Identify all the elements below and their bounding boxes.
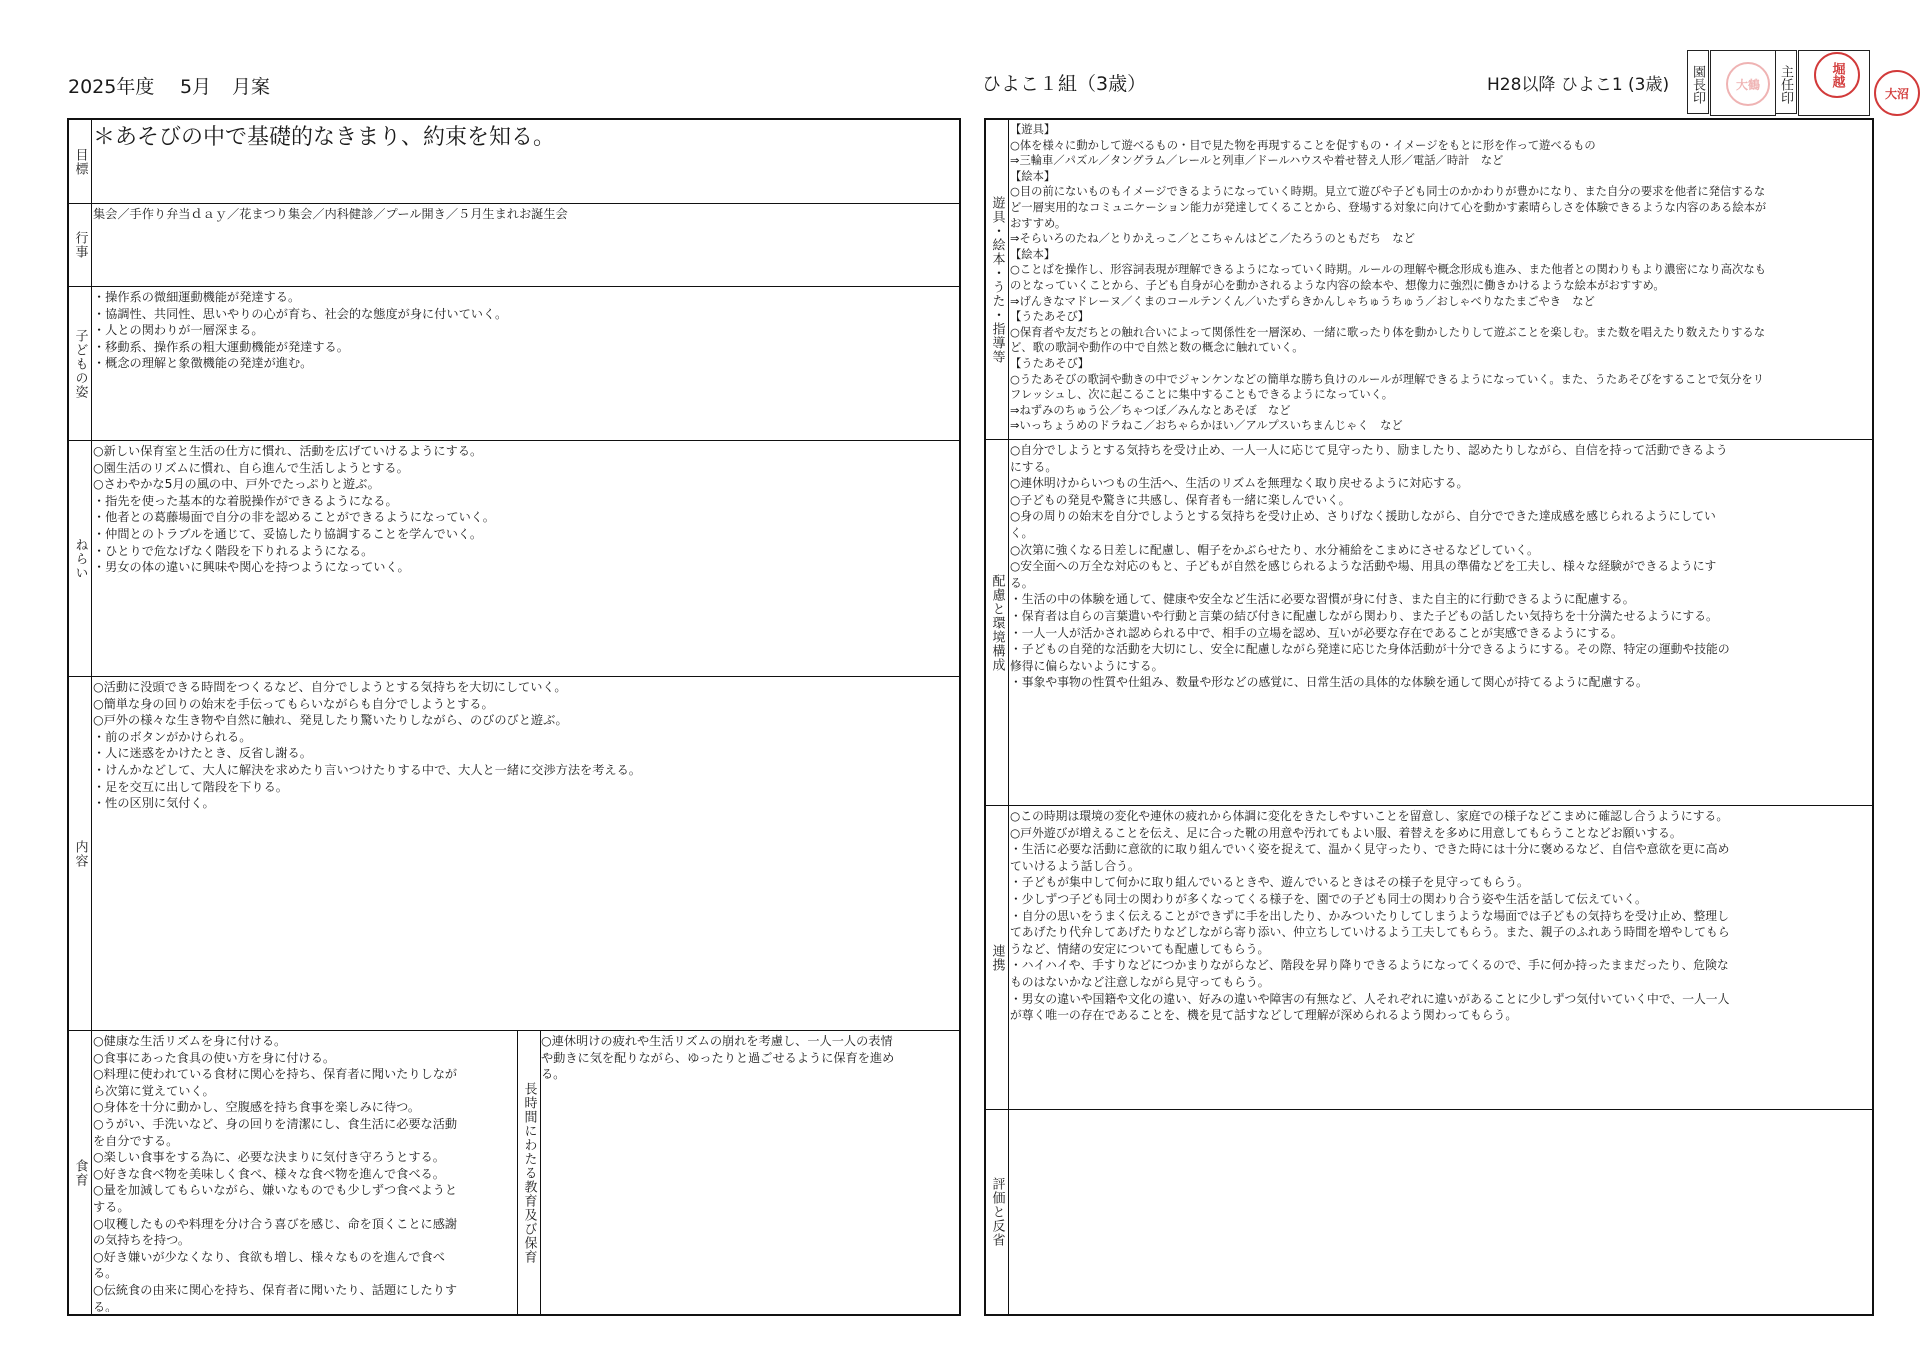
director-seal: 大鶴: [1726, 62, 1770, 106]
list-item: うなど、情緒の安定についても配慮してもらう。: [1010, 941, 1270, 956]
long-care-label: 長時間にわたる教育及び保育: [517, 1031, 541, 1314]
list-item: ○自分でしようとする気持ちを受け止め、一人一人に応じて見守ったり、励ましたり、認めたりしながら、自信を持って活動できるよう: [1010, 443, 1728, 457]
list-item: ○身の周りの始末を自分でしようとする気持ちを受け止め、さりげなく援助しながら、自分でできた達成感を感じられるようにしてい: [1010, 509, 1716, 524]
environment-list: [1010, 442, 1868, 803]
list-item: ・操作系の微細運動機能が発達する。: [93, 290, 301, 304]
play-list: [1010, 122, 1868, 437]
goal-label: 目標: [69, 120, 92, 203]
food-label: 食育: [69, 1031, 92, 1314]
list-item: る。: [93, 1266, 118, 1281]
list-item: ○戸外の様々な生き物や自然に触れ、発見したり驚いたりしながら、のびのびと遊ぶ。: [93, 713, 568, 728]
list-item: ・指先を使った基本的な着脱操作ができるようになる。: [93, 493, 398, 508]
chief-stamp-label: 主任印: [1775, 50, 1797, 114]
list-item: ・一人一人が活かされ認められる中で、相手の立場を認め、互いが必要な存在であることが実感できるようにする。: [1010, 625, 1623, 640]
list-item: ○新しい保育室と生活の仕方に慣れ、活動を広げていけるようにする。: [93, 444, 483, 458]
list-item: 【うたあそび】: [1010, 356, 1090, 370]
extra-seal: 大沼: [1874, 70, 1920, 116]
list-item: ○楽しい食事をする為に、必要な決まりに気付き守ろうとする。: [93, 1150, 445, 1165]
evaluation-text: [1010, 1112, 1868, 1312]
list-item: ・概念の理解と象徴機能の発達が進む。: [93, 356, 313, 371]
cooperation-label: 連携: [986, 806, 1009, 1109]
list-item: おすすめ。: [1010, 216, 1067, 230]
list-item: ○うがい、手洗いなど、身の回りを清潔にし、食生活に必要な活動: [93, 1116, 458, 1131]
list-item: ○連休明けからいつもの生活へ、生活のリズムを無理なく取り戻せるように対応する。: [1010, 476, 1469, 491]
food-row: [69, 1030, 959, 1314]
environment-row: [986, 439, 1872, 805]
list-item: ・事象や事物の性質や仕組み、数量や形などの感覚に、日常生活の具体的な体験を通して関心が持てるように配慮する。: [1010, 675, 1648, 690]
list-item: ○うたあそびの歌詞や動きの中でジャンケンなどの簡単な勝ち負けのルールが理解できるようになっていく。また、うたあそびをすることで気分をリ: [1010, 372, 1764, 386]
list-item: ・保育者は自らの言葉遣いや行動と言葉の結び付きに配慮しながら関わり、また子どもの話したい気持ちを十分満たせるようにする。: [1010, 608, 1718, 623]
list-item: ・ハイハイや、手すりなどにつかまりながらなど、階段を昇り降りできるようになってくるので、手に何か持ったままだったり、危険な: [1010, 958, 1729, 973]
list-item: ものはないかなど注意しながら見守ってもらう。: [1010, 974, 1270, 989]
list-item: ○収穫したものや料理を分け合う喜びを感じ、命を頂くことに感謝: [93, 1216, 458, 1231]
list-item: ど、歌の歌詞や動作の中で自然と数の概念に触れていく。: [1010, 341, 1304, 355]
list-item: る。: [541, 1067, 566, 1082]
list-item: ・足を交互に出して階段を下りる。: [93, 779, 288, 794]
play-label: 遊具・絵本・うた・指導等: [986, 120, 1009, 439]
list-item: ○活動に没頭できる時間をつくるなど、自分でしようとする気持ちを大切にしていく。: [93, 680, 567, 694]
list-item: ・前のボタンがかけられる。: [93, 729, 252, 744]
plan-type: 月案: [232, 76, 271, 98]
list-item: ○さわやかな5月の風の中、戸外でたっぷりと遊ぶ。: [93, 477, 380, 492]
list-item: ・人に迷惑をかけたとき、反省し謝る。: [93, 746, 312, 761]
list-item: ○食事にあった食具の使い方を身に付ける。: [93, 1050, 336, 1065]
list-item: ・仲間とのトラブルを通じて、妥協したり協調することを学んでいく。: [93, 526, 483, 541]
list-item: ⇒いっちょうめのドラねこ／おちゃらかほい／アルプスいちまんじゃく など: [1010, 419, 1403, 433]
goal-text: ＊あそびの中で基礎的なきまり、約束を知る。: [93, 125, 556, 150]
list-item: フレッシュし、次に起こることに集中することもできるようになっていく。: [1010, 388, 1394, 402]
list-item: ⇒そらいろのたね／とりかえっこ／とこちゃんはどこ／たろうのともだち など: [1010, 232, 1415, 246]
plan-year: 2025年度: [68, 76, 155, 98]
list-item: ○好きな食べ物を美味しく食べ、様々な食べ物を進んで食べる。: [93, 1166, 445, 1181]
list-item: ○子どもの発見や驚きに共感し、保育者も一緒に楽しんでいく。: [1010, 492, 1351, 507]
food-list: [93, 1033, 513, 1312]
list-item: ○量を加減してもらいながら、嫌いなものでも少しずつ食べようと: [93, 1183, 458, 1198]
list-item: ○料理に使われている食材に関心を持ち、保育者に聞いたりしなが: [93, 1067, 458, 1082]
list-item: ・協調性、共同性、思いやりの心が育ち、社会的な態度が身に付いていく。: [93, 306, 508, 321]
plan-month: 5月: [180, 76, 212, 98]
list-item: のとなっていくことから、子ども自身が心を動かされるような内容の絵本や、想像力に強烈に働きかけるような絵本がおすすめ。: [1010, 278, 1665, 292]
list-item: ・性の区別に気付く。: [93, 796, 215, 811]
list-item: ○ことばを操作し、形容詞表現が理解できるようになっていく時期。ルールの理解や概念形成も進み、また他者との関わりもより濃密になり高次なも: [1010, 263, 1766, 277]
child-label: 子どもの姿: [69, 287, 92, 440]
list-item: にする。: [1010, 459, 1058, 474]
list-item: ていけるよう話し合う。: [1010, 858, 1140, 873]
list-item: ・男女の体の違いに興味や関心を持つようになっていく。: [93, 560, 410, 575]
list-item: ⇒ねずみのちゅう公／ちゃつぼ／みんなとあそぼ など: [1010, 403, 1291, 417]
list-item: 修得に偏らないようにする。: [1010, 658, 1164, 673]
child-row: [69, 286, 959, 440]
list-item: ○伝統食の由来に関心を持ち、保育者に聞いたり、話題にしたりす: [93, 1282, 458, 1297]
director-stamp-label: 園長印: [1687, 50, 1709, 114]
list-item: ○安全面への万全な対応のもと、子どもが自然を感じられるような活動や場、用具の準備などを工夫し、様々な経験ができるようにす: [1010, 559, 1717, 574]
list-item: 【絵本】: [1010, 169, 1056, 183]
list-item: ・子どもの自発的な活動を大切にし、安全に配慮しながら発達に応じた身体活動が十分できるようにする。その際、特定の運動や技能の: [1010, 642, 1730, 657]
list-item: ○この時期は環境の変化や連休の疲れから体調に変化をきたしやすいことを留意し、家庭での様子などこまめに確認し合うようにする。: [1010, 809, 1729, 823]
list-item: ・他者との葛藤場面で自分の非を認めることができるようになっていく。: [93, 510, 495, 525]
long-care-list: [541, 1033, 955, 1312]
list-item: ⇒げんきなマドレーヌ／くまのコールテンくん／いたずらきかんしゃちゅうちゅう／おしゃべりなたまごやき など: [1010, 294, 1595, 308]
environment-label: 配慮と環境構成: [986, 440, 1009, 805]
cooperation-row: [986, 805, 1872, 1109]
list-item: ・自分の思いをうまく伝えることができずに手を出したり、かみついたりしてしまうような場面では子どもの気持ちを受け止め、整理し: [1010, 908, 1729, 923]
list-item: ・子どもが集中して何かに取り組んでいるときや、遊んでいるときはその様子を見守ってもらう。: [1010, 875, 1529, 890]
list-item: ・生活に必要な活動に意欲的に取り組んでいく姿を捉えて、温かく見守ったり、できた時には十分に褒めるなど、自信や意欲を更に高め: [1010, 842, 1730, 857]
list-item: の気持ちを持つ。: [93, 1233, 191, 1248]
list-item: ○目の前にないものもイメージできるようになっていく時期。見立て遊びや子ども同士のかかわりが豊かになり、また自分の要求を他者に発信するな: [1010, 185, 1766, 199]
list-item: 【うたあそび】: [1010, 310, 1090, 324]
list-item: ・移動系、操作系の粗大運動機能が発達する。: [93, 339, 349, 354]
content-list: [93, 679, 955, 1028]
list-item: ・けんかなどして、大人に解決を求めたり言いつけたりする中で、大人と一緒に交渉方法を考える。: [93, 762, 641, 777]
right-plan-panel: [984, 118, 1874, 1316]
list-item: てあげたり代弁してあげたりなどしながら寄り添い、仲立ちしていけるよう工夫してもらう。また、親子のふれあう時間を増やしてもら: [1010, 925, 1730, 940]
list-item: ○体を様々に動かして遊べるもの・目で見た物を再現することを促すもの・イメージをもとに形を作って遊べるもの: [1010, 138, 1596, 152]
list-item: ○簡単な身の回りの始末を手伝ってもらいながらも自分でしようとする。: [93, 696, 494, 711]
left-plan-panel: [67, 118, 961, 1316]
chief-seal: 堀越: [1814, 52, 1860, 98]
class-name: ひよこ１組（3歳）: [982, 73, 1147, 95]
list-item: や動きに気を配りながら、ゆったりと過ごせるように保育を進め: [541, 1050, 895, 1065]
list-item: ・生活の中の体験を通して、健康や安全など生活に必要な習慣が身に付き、また自主的に行動できるように配慮する。: [1010, 592, 1635, 607]
list-item: ○園生活のリズムに慣れ、自ら進んで生活しようとする。: [93, 460, 409, 475]
list-item: 【絵本】: [1010, 247, 1056, 261]
content-row: [69, 676, 959, 1030]
list-item: ○連休明けの疲れや生活リズムの崩れを考慮し、一人一人の表情: [541, 1034, 893, 1048]
list-item: る。: [1010, 575, 1034, 590]
list-item: る。: [93, 1299, 118, 1312]
list-item: を自分でする。: [93, 1133, 179, 1148]
list-item: ど一層実用的なコミュニケーション能力が発達してくることから、登場する対象に向けて心を動かす素晴らしさを体験できるような内容のある絵本が: [1010, 200, 1767, 214]
list-item: ・男女の違いや国籍や文化の違い、好みの違いや障害の有無など、人それぞれに違いがあることに少しずつ気付いていく中で、一人一人: [1010, 991, 1730, 1006]
list-item: が尊く唯一の存在であることを、機を見て話すなどして理解が深められるよう関わってもらう。: [1010, 1008, 1518, 1023]
list-item: ○次第に強くなる日差しに配慮し、帽子をかぶらせたり、水分補給をこまめにさせるなどしていく。: [1010, 542, 1539, 557]
list-item: ・ひとりで危なげなく階段を下りれるようになる。: [93, 543, 374, 558]
child-list: [93, 289, 955, 438]
aims-row: [69, 440, 959, 676]
list-item: ○身体を十分に動かし、空腹感を持ち食事を楽しみに待つ。: [93, 1100, 421, 1115]
play-row: [986, 120, 1872, 439]
events-row: [69, 203, 959, 286]
cooperation-list: [1010, 808, 1868, 1107]
template-name: H28以降 ひよこ1 (3歳): [1487, 75, 1670, 95]
aims-list: [93, 443, 955, 674]
evaluation-row: [986, 1109, 1872, 1314]
list-item: ○健康な生活リズムを身に付ける。: [93, 1034, 287, 1048]
events-label: 行事: [69, 204, 92, 286]
content-label: 内容: [69, 677, 92, 1030]
goal-row: [69, 120, 959, 203]
list-item: ・人との関わりが一層深まる。: [93, 323, 264, 338]
list-item: ・少しずつ子ども同士の関わりが多くなってくる様子を、園での子ども同士の関わり合う姿や生活を話して伝えていく。: [1010, 891, 1647, 906]
list-item: する。: [93, 1199, 130, 1214]
events-text: 集会／手作り弁当ｄａｙ／花まつり集会／内科健診／プール開き／５月生まれお誕生会: [93, 207, 568, 221]
list-item: ら次第に覚えていく。: [93, 1083, 215, 1098]
evaluation-label: 評価と反省: [986, 1110, 1009, 1314]
list-item: ○戸外遊びが増えることを伝え、足に合った靴の用意や汚れてもよい服、着替えを多めに用意してもらうことなどお願いする。: [1010, 825, 1682, 840]
list-item: ○保育者や友だちとの触れ合いによって関係性を一層深め、一緒に歌ったり体を動かしたりして遊ぶことを楽しむ。また数を唱えたり数えたりするな: [1010, 325, 1766, 339]
list-item: 【遊具】: [1010, 123, 1056, 136]
aims-label: ねらい: [69, 441, 92, 676]
list-item: ⇒三輪車／パズル／タングラム／レールと列車／ドールハウスや着せ替え人形／電話／時計 など: [1010, 154, 1504, 168]
list-item: く。: [1010, 525, 1034, 540]
list-item: ○好き嫌いが少なくなり、食欲も増し、様々なものを進んで食べ: [93, 1249, 445, 1264]
